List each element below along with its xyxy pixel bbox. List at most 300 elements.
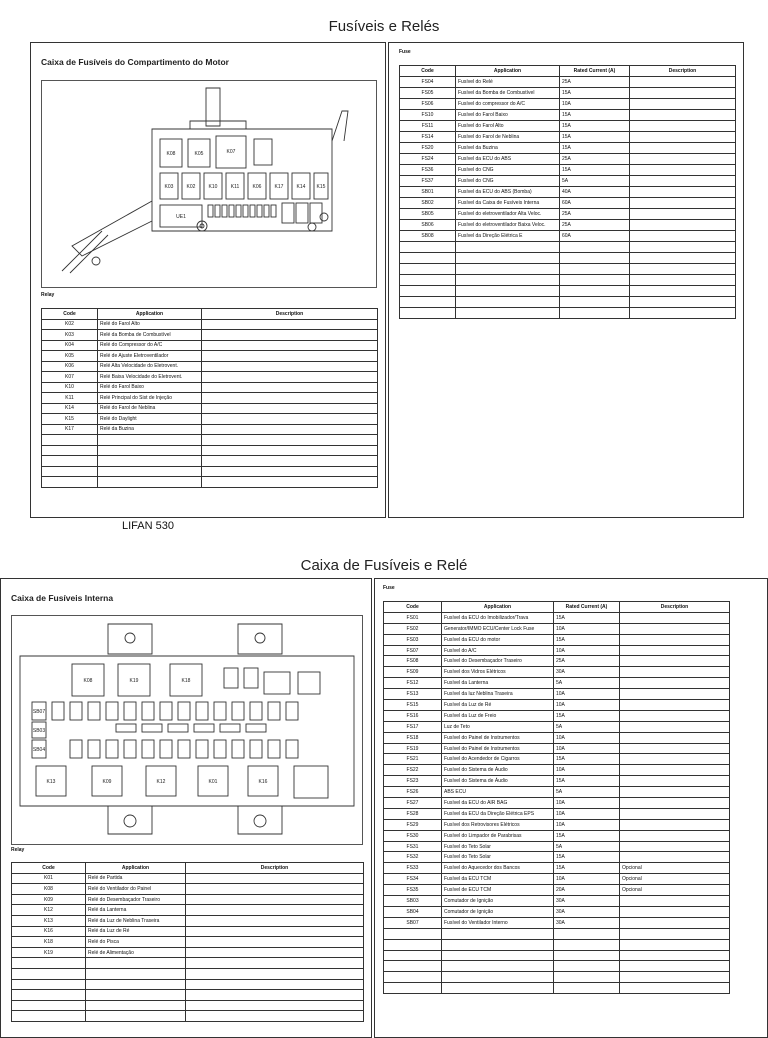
empty-cell	[554, 928, 620, 939]
empty-cell	[384, 950, 442, 961]
empty-cell	[456, 253, 560, 264]
table-cell	[202, 372, 378, 383]
table-cell: Fusível da Buzina	[456, 143, 560, 154]
empty-cell	[560, 308, 630, 319]
empty-cell	[560, 275, 630, 286]
empty-cell	[86, 979, 186, 990]
empty-cell	[202, 435, 378, 446]
table-row	[400, 143, 736, 154]
table-cell	[202, 382, 378, 393]
table-row	[384, 808, 730, 819]
empty-cell	[202, 445, 378, 456]
table-row	[400, 77, 736, 88]
table-cell: 10A	[554, 623, 620, 634]
table-cell	[186, 937, 364, 948]
table-cell: 10A	[554, 645, 620, 656]
table-row	[384, 667, 730, 678]
table-cell	[620, 623, 730, 634]
table-row	[42, 372, 378, 383]
empty-cell	[400, 308, 456, 319]
empty-cell	[560, 286, 630, 297]
table-cell: Fusível da Luz de Ré	[442, 700, 554, 711]
table-cell	[620, 743, 730, 754]
table-row	[400, 198, 736, 209]
table-cell: 15A	[554, 612, 620, 623]
empty-cell	[384, 939, 442, 950]
table-cell: Fusível da Caixa de Fusíveis Interna	[456, 198, 560, 209]
table-cell: 15A	[554, 754, 620, 765]
empty-cell	[442, 939, 554, 950]
table-cell: FS04	[400, 77, 456, 88]
table-cell: K19	[12, 947, 86, 958]
svg-text:SB04: SB04	[32, 747, 46, 753]
empty-cell	[42, 466, 98, 477]
table-cell: FS32	[384, 852, 442, 863]
table-cell	[620, 612, 730, 623]
svg-text:K13: K13	[46, 779, 56, 785]
table-row	[384, 689, 730, 700]
table-cell: 5A	[554, 841, 620, 852]
empty-cell	[12, 958, 86, 969]
table-row	[400, 209, 736, 220]
svg-text:K01: K01	[208, 779, 218, 785]
empty-table-row	[42, 445, 378, 456]
table-cell: Fusível do Farol de Neblina	[456, 132, 560, 143]
empty-cell	[384, 961, 442, 972]
bottom-mount-tabs	[108, 806, 282, 834]
table-cell: 10A	[554, 765, 620, 776]
empty-cell	[442, 928, 554, 939]
empty-table-row	[400, 253, 736, 264]
table-cell: Fusível da Luz de Freio	[442, 710, 554, 721]
column-header: Code	[12, 863, 86, 874]
table-cell: Fusível do Painel de Instrumentos	[442, 743, 554, 754]
internal-fuse-table	[383, 601, 730, 994]
table-cell	[620, 710, 730, 721]
engine-fusebox-panel	[30, 42, 386, 518]
column-header: Code	[42, 309, 98, 320]
empty-table-row	[400, 275, 736, 286]
empty-table-row	[400, 264, 736, 275]
empty-cell	[42, 435, 98, 446]
svg-text:K09: K09	[102, 779, 112, 785]
empty-cell	[456, 275, 560, 286]
table-cell: K11	[42, 393, 98, 404]
table-cell: K04	[42, 340, 98, 351]
empty-table-row	[400, 297, 736, 308]
empty-cell	[202, 466, 378, 477]
empty-cell	[400, 264, 456, 275]
table-row	[42, 340, 378, 351]
table-row	[384, 656, 730, 667]
empty-cell	[384, 983, 442, 994]
fuse-label-bottom: Fuse	[383, 585, 395, 591]
table-cell: K07	[42, 372, 98, 383]
table-cell: K03	[42, 330, 98, 341]
table-row	[12, 905, 364, 916]
table-cell: Relé Baixa Velocidade do Eletrovent.	[98, 372, 202, 383]
empty-table-row	[42, 435, 378, 446]
table-cell: Relé da Buzina	[98, 424, 202, 435]
table-cell: FS30	[384, 830, 442, 841]
table-cell	[630, 110, 736, 121]
table-cell: Fusível do Sistema de Áudio	[442, 765, 554, 776]
internal-fusebox-panel	[0, 578, 372, 1038]
table-cell	[620, 787, 730, 798]
empty-cell	[12, 1000, 86, 1011]
empty-cell	[630, 264, 736, 275]
table-cell	[202, 393, 378, 404]
table-cell	[630, 176, 736, 187]
table-cell: Relé do Farol Baixo	[98, 382, 202, 393]
table-cell: FS07	[384, 645, 442, 656]
table-cell: FS12	[384, 678, 442, 689]
empty-cell	[98, 435, 202, 446]
table-cell	[620, 808, 730, 819]
table-row	[42, 361, 378, 372]
table-cell: 10A	[554, 743, 620, 754]
empty-cell	[86, 968, 186, 979]
page-title-top: Fusíveis e Relés	[328, 18, 440, 35]
table-cell: FS08	[384, 656, 442, 667]
table-row	[384, 906, 730, 917]
table-row	[384, 645, 730, 656]
table-header-row	[400, 66, 736, 77]
table-cell	[620, 798, 730, 809]
table-cell: Fusível do Sistema de Áudio	[442, 776, 554, 787]
empty-cell	[12, 990, 86, 1001]
table-cell	[620, 765, 730, 776]
empty-table-row	[400, 308, 736, 319]
table-cell: Relé do Farol de Neblina	[98, 403, 202, 414]
empty-cell	[442, 972, 554, 983]
table-cell: 5A	[554, 721, 620, 732]
table-cell: Fusível do Desembaçador Traseiro	[442, 656, 554, 667]
table-cell: 15A	[554, 634, 620, 645]
column-header: Application	[86, 863, 186, 874]
table-cell: Fusível do CNG	[456, 165, 560, 176]
empty-cell	[186, 958, 364, 969]
table-cell: FS11	[400, 121, 456, 132]
table-cell	[620, 776, 730, 787]
engine-fusebox-diagram	[41, 80, 377, 288]
column-header: Code	[384, 602, 442, 613]
empty-cell	[42, 456, 98, 467]
empty-cell	[98, 477, 202, 488]
empty-cell	[456, 297, 560, 308]
svg-text:K03: K03	[164, 184, 174, 190]
table-row	[42, 393, 378, 404]
empty-cell	[400, 275, 456, 286]
column-header: Description	[620, 602, 730, 613]
table-cell	[630, 88, 736, 99]
empty-table-row	[400, 242, 736, 253]
empty-table-row	[384, 950, 730, 961]
table-cell: 15A	[554, 710, 620, 721]
table-cell	[620, 896, 730, 907]
empty-cell	[186, 968, 364, 979]
empty-table-row	[384, 983, 730, 994]
table-cell: Relé Principal do Sist de Injeção	[98, 393, 202, 404]
table-cell: FS02	[384, 623, 442, 634]
empty-cell	[98, 466, 202, 477]
table-cell: Generator/IMMO ECU/Center Lock Fuse	[442, 623, 554, 634]
table-row	[384, 776, 730, 787]
empty-cell	[384, 972, 442, 983]
table-cell	[630, 198, 736, 209]
table-cell	[202, 319, 378, 330]
table-cell: 15A	[554, 830, 620, 841]
table-row	[384, 874, 730, 885]
empty-cell	[442, 983, 554, 994]
empty-cell	[86, 1011, 186, 1022]
empty-table-row	[42, 466, 378, 477]
table-cell	[620, 830, 730, 841]
table-cell: 15A	[560, 88, 630, 99]
empty-cell	[442, 950, 554, 961]
table-cell	[620, 721, 730, 732]
table-row	[384, 896, 730, 907]
column-header: Description	[630, 66, 736, 77]
table-cell: Fusível do Acendedor de Cigarros	[442, 754, 554, 765]
table-cell	[630, 77, 736, 88]
table-cell: FS10	[400, 110, 456, 121]
table-row	[400, 220, 736, 231]
table-row	[42, 424, 378, 435]
table-cell	[186, 905, 364, 916]
table-cell	[620, 754, 730, 765]
table-row	[384, 612, 730, 623]
relay-label-top: Relay	[41, 292, 55, 298]
empty-table-row	[12, 979, 364, 990]
column-header: Description	[202, 309, 378, 320]
table-cell: SB01	[400, 187, 456, 198]
svg-text:K10: K10	[208, 184, 218, 190]
table-cell	[620, 700, 730, 711]
empty-table-row	[42, 477, 378, 488]
empty-cell	[456, 286, 560, 297]
svg-text:K06: K06	[252, 184, 262, 190]
table-cell: K16	[12, 926, 86, 937]
engine-panel-title: Caixa de Fusíveis do Compartimento do Motor	[41, 57, 229, 67]
table-row	[12, 915, 364, 926]
table-row	[384, 721, 730, 732]
table-cell: K12	[12, 905, 86, 916]
empty-cell	[554, 939, 620, 950]
table-cell: 60A	[560, 231, 630, 242]
empty-cell	[560, 242, 630, 253]
table-cell	[202, 361, 378, 372]
table-row	[384, 852, 730, 863]
table-cell	[186, 894, 364, 905]
table-row	[384, 623, 730, 634]
table-cell: 10A	[560, 99, 630, 110]
table-cell: FS06	[400, 99, 456, 110]
empty-cell	[630, 253, 736, 264]
fuse-label-top: Fuse	[399, 49, 411, 55]
table-cell: Fusível do Farol Baixo	[456, 110, 560, 121]
svg-text:K12: K12	[156, 779, 166, 785]
table-row	[400, 110, 736, 121]
table-cell: Fusível da ECU do motor	[442, 634, 554, 645]
table-cell	[620, 852, 730, 863]
empty-cell	[186, 979, 364, 990]
table-cell: Fusível da ECU da Direção Elétrica EPS	[442, 808, 554, 819]
table-cell: Relé de Alimentação	[86, 947, 186, 958]
table-row	[384, 765, 730, 776]
empty-cell	[98, 445, 202, 456]
table-cell: Fusível dos Retrovisores Elétricos	[442, 819, 554, 830]
table-cell: FS34	[384, 874, 442, 885]
table-cell: K09	[12, 894, 86, 905]
table-row	[384, 830, 730, 841]
column-header: Application	[98, 309, 202, 320]
internal-fuse-panel	[374, 578, 768, 1038]
table-cell: Fusível da ECU do AIR BAG	[442, 798, 554, 809]
svg-text:K08: K08	[83, 678, 93, 684]
table-cell	[620, 819, 730, 830]
table-cell: K02	[42, 319, 98, 330]
table-cell: K10	[42, 382, 98, 393]
bracket-arm	[72, 201, 152, 256]
table-cell	[186, 915, 364, 926]
table-cell: FS17	[384, 721, 442, 732]
table-cell: FS18	[384, 732, 442, 743]
column-header: Application	[442, 602, 554, 613]
engine-relay-table	[41, 308, 378, 488]
table-cell: Fusível do Teto Solar	[442, 852, 554, 863]
column-header: Rated Current (A)	[554, 602, 620, 613]
table-cell: 25A	[560, 77, 630, 88]
table-row	[42, 414, 378, 425]
table-cell: Fusível do Ventilador Interno	[442, 917, 554, 928]
table-cell	[186, 884, 364, 895]
table-cell: 20A	[554, 885, 620, 896]
table-cell: 15A	[560, 132, 630, 143]
table-row	[12, 884, 364, 895]
svg-text:K02: K02	[186, 184, 196, 190]
empty-table-row	[384, 972, 730, 983]
table-cell: SB04	[384, 906, 442, 917]
empty-cell	[12, 1011, 86, 1022]
table-cell: Fusível do CNG	[456, 176, 560, 187]
table-cell: SB02	[400, 198, 456, 209]
empty-cell	[554, 983, 620, 994]
page-title-bottom: Caixa de Fusíveis e Relé	[300, 557, 468, 574]
table-cell: Relé Alta Velocidade do Eletrovent.	[98, 361, 202, 372]
column-header: Description	[186, 863, 364, 874]
table-cell: SB05	[400, 209, 456, 220]
svg-text:K14: K14	[296, 184, 306, 190]
table-cell: Comutador de Ignição	[442, 906, 554, 917]
table-cell	[620, 678, 730, 689]
table-cell: SB03	[384, 896, 442, 907]
table-cell: K01	[12, 873, 86, 884]
table-cell: Fusível da Direção Elétrica E	[456, 231, 560, 242]
table-cell	[202, 403, 378, 414]
table-row	[384, 634, 730, 645]
empty-cell	[554, 972, 620, 983]
table-row	[384, 710, 730, 721]
empty-cell	[554, 961, 620, 972]
empty-cell	[384, 928, 442, 939]
empty-cell	[400, 297, 456, 308]
column-header: Code	[400, 66, 456, 77]
table-cell: Fusível dos Vidros Elétricos	[442, 667, 554, 678]
table-cell: Fusível da ECU do ABS	[456, 154, 560, 165]
table-cell: Fusível da ECU do Imobilizador/Trava	[442, 612, 554, 623]
table-cell: SB08	[400, 231, 456, 242]
table-cell	[620, 732, 730, 743]
table-cell	[630, 187, 736, 198]
table-row	[42, 330, 378, 341]
table-cell	[630, 99, 736, 110]
table-row	[12, 947, 364, 958]
svg-text:K11: K11	[230, 184, 240, 190]
table-cell: K17	[42, 424, 98, 435]
table-cell: Relé do Ventilador do Painel	[86, 884, 186, 895]
table-cell: Fusível do eletroventilador Alta Veloc.	[456, 209, 560, 220]
table-cell: 10A	[554, 700, 620, 711]
model-footer: LIFAN 530	[122, 520, 174, 532]
table-cell: FS16	[384, 710, 442, 721]
table-row	[384, 819, 730, 830]
table-cell: K13	[12, 915, 86, 926]
table-cell: 15A	[560, 143, 630, 154]
table-cell	[630, 132, 736, 143]
table-cell	[630, 143, 736, 154]
top-mount-tabs	[108, 624, 282, 654]
svg-text:K15: K15	[316, 184, 326, 190]
table-cell: Fusível da luz Neblina Traseira	[442, 689, 554, 700]
table-cell: FS23	[384, 776, 442, 787]
table-row	[42, 351, 378, 362]
svg-text:K17: K17	[274, 184, 284, 190]
empty-cell	[12, 968, 86, 979]
table-cell	[620, 656, 730, 667]
table-cell	[620, 841, 730, 852]
empty-cell	[620, 961, 730, 972]
table-cell: FS22	[384, 765, 442, 776]
engine-fuse-panel	[388, 42, 744, 518]
table-cell: K08	[12, 884, 86, 895]
table-cell: K15	[42, 414, 98, 425]
table-row	[384, 841, 730, 852]
table-row	[384, 787, 730, 798]
table-cell: FS19	[384, 743, 442, 754]
table-cell	[186, 873, 364, 884]
mount-tab	[206, 88, 220, 126]
empty-cell	[560, 297, 630, 308]
empty-cell	[42, 445, 98, 456]
table-cell: 15A	[554, 776, 620, 787]
svg-text:SB03: SB03	[32, 728, 46, 734]
table-cell: 5A	[554, 787, 620, 798]
empty-cell	[86, 990, 186, 1001]
table-cell	[630, 220, 736, 231]
table-row	[384, 917, 730, 928]
empty-cell	[186, 1011, 364, 1022]
table-row	[400, 231, 736, 242]
table-cell: K05	[42, 351, 98, 362]
table-cell: 10A	[554, 689, 620, 700]
empty-cell	[630, 242, 736, 253]
table-cell: FS14	[400, 132, 456, 143]
table-cell: FS31	[384, 841, 442, 852]
table-cell: Fusível do Relé	[456, 77, 560, 88]
empty-table-row	[42, 456, 378, 467]
table-cell: FS24	[400, 154, 456, 165]
